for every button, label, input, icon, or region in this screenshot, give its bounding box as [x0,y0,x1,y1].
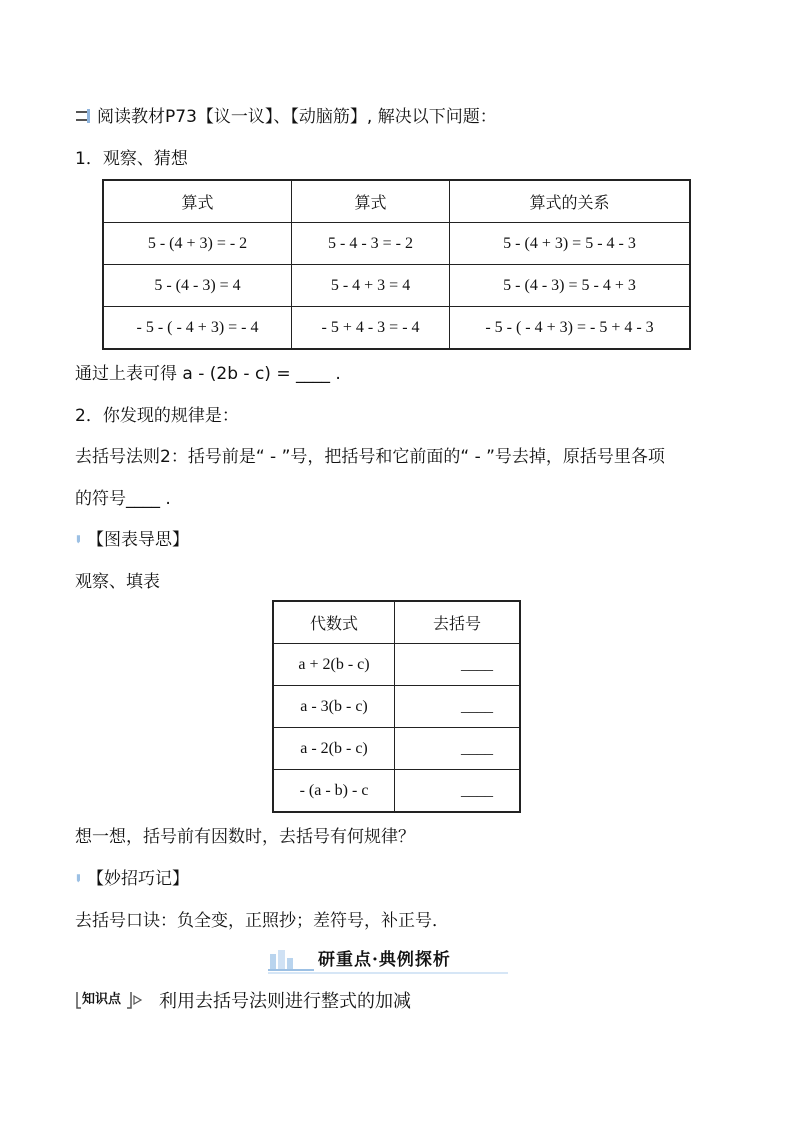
table-cell: - 5 - ( - 4 + 3) = - 5 + 4 - 3 [450,307,691,350]
q1-conclusion: 通过上表可得 a - (2b - c) = ____ . [75,364,341,384]
table-row [273,686,520,728]
building-icon [268,948,314,972]
section-marker-icon [75,108,91,124]
table-cell: 5 - 4 + 3 = 4 [292,265,450,307]
knowledge-point-title: 利用去括号法则进行整式的加减 [159,991,411,1012]
table-header-row [103,180,690,223]
answer-blank[interactable]: ____ [395,686,521,728]
knowledge-point-tag: 知识点 [82,992,122,1007]
expression-cell: a + 2(b - c) [273,644,395,686]
table-cell: 5 - (4 - 3) = 5 - 4 + 3 [450,265,691,307]
q1-title: 1．观察、猜想 [75,149,188,169]
table-cell: - 5 + 4 - 3 = - 4 [292,307,450,350]
table-row [273,644,520,686]
q2-title: 2．你发现的规律是： [75,406,239,426]
answer-blank[interactable]: ____ [395,644,521,686]
chart-guide-heading [75,528,189,552]
table-row [103,223,690,265]
intro-line [75,105,497,129]
pencil-marker-icon [75,870,85,886]
table-header-cell: 去括号 [395,601,521,644]
table-cell: 5 - (4 + 3) = - 2 [103,223,292,265]
chart-guide-heading-text: 【图表导思】 [87,530,189,550]
tips-text: 去括号口诀：负全变，正照抄；差符号，补正号． [75,911,449,931]
table-header-row [273,601,520,644]
table-cell: 5 - 4 - 3 = - 2 [292,223,450,265]
intro-text: 阅读教材P73【议一议】、【动脑筋】, 解决以下问题： [97,107,497,127]
banner-title: 研重点·典例探析 [318,950,451,970]
section-banner [268,948,508,974]
table-header-cell: 算式的关系 [450,180,691,223]
table-row [273,728,520,770]
table-row [103,307,690,350]
fill-table [272,600,521,813]
answer-blank[interactable]: ____ [395,770,521,813]
expression-cell: - (a - b) - c [273,770,395,813]
q2-rule-line1: 去括号法则2：括号前是“ - ”号，把括号和它前面的“ - ”号去掉，原括号里各项 [75,447,665,467]
answer-blank[interactable]: ____ [395,728,521,770]
table-header-cell: 算式 [292,180,450,223]
table-row [273,770,520,813]
expression-cell: a - 2(b - c) [273,728,395,770]
table-header-cell: 算式 [103,180,292,223]
banner-underline [268,972,508,974]
table-cell: 5 - (4 + 3) = 5 - 4 - 3 [450,223,691,265]
tips-heading-text: 【妙招巧记】 [87,869,189,889]
table-cell: 5 - (4 - 3) = 4 [103,265,292,307]
expression-cell: a - 3(b - c) [273,686,395,728]
chart-guide-question: 想一想，括号前有因数时，去括号有何规律？ [75,827,415,847]
pencil-marker-icon [75,531,85,547]
table-header-cell: 代数式 [273,601,395,644]
table-row [103,265,690,307]
observation-table [102,179,691,350]
table-cell: - 5 - ( - 4 + 3) = - 4 [103,307,292,350]
q2-rule-line2: 的符号____ . [75,489,171,509]
tips-heading [75,867,189,891]
chart-guide-prompt: 观察、填表 [75,572,160,592]
